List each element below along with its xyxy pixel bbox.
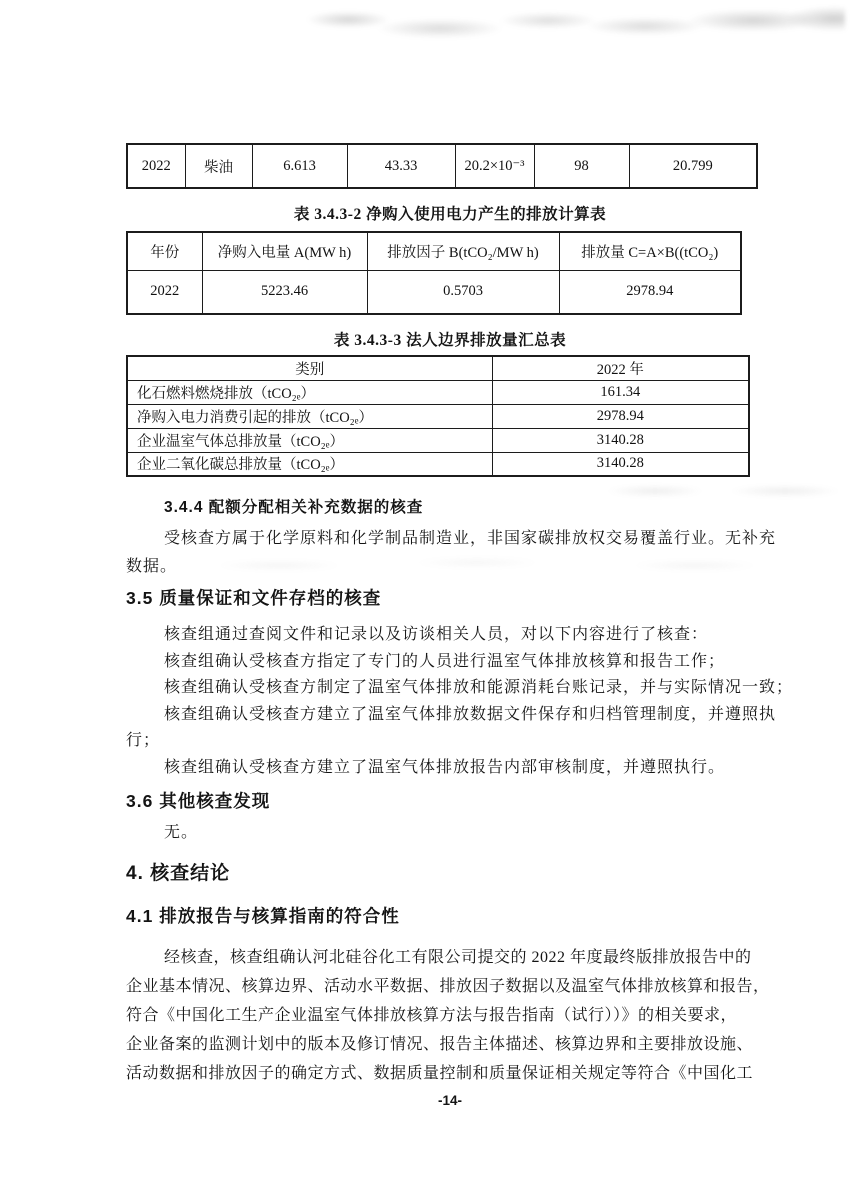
table-header-row: [127, 356, 749, 380]
header-year-2022: 2022 年: [492, 356, 749, 380]
table-2-title: 表 3.4.3-2 净购入使用电力产生的排放计算表: [293, 206, 607, 223]
cell-value: 3140.28: [492, 428, 749, 452]
table-row: [127, 270, 741, 314]
page-number: -14-: [437, 1093, 462, 1108]
paragraph-line: 核查组确认受核查方建立了温室气体排放报告内部审核制度，并遵照执行。: [164, 758, 726, 776]
header-emission-factor: 排放因子 B(tCO₂/MW h): [367, 232, 559, 270]
cell-value: 2978.94: [492, 404, 749, 428]
table-row: [127, 428, 749, 452]
cell-emission-factor: 0.5703: [367, 270, 559, 314]
section-36-body: 无。: [164, 824, 199, 841]
cell-category: 化石燃料燃烧排放（tCO₂ₑ）: [127, 380, 492, 404]
section-41-heading: 4.1 排放报告与核算指南的符合性: [126, 906, 400, 926]
paragraph-line: 符合《中国化工生产企业温室气体排放核算方法与报告指南（试行））》的相关要求，: [126, 1007, 738, 1024]
paragraph-line: 企业备案的监测计划中的版本及修订情况、报告主体描述、核算边界和主要排放设施、: [126, 1036, 754, 1053]
paragraph-line: 经核查，核查组确认河北硅谷化工有限公司提交的 2022 年度最终版排放报告中的: [164, 949, 752, 966]
section-41-paragraph: [126, 943, 774, 1088]
paragraph-line: 核查组确认受核查方制定了温室气体排放和能源消耗台账记录，并与实际情况一致；: [164, 679, 794, 696]
table-row: [127, 404, 749, 428]
cell-consumption: 6.613: [252, 144, 347, 188]
cell-heat-value: 43.33: [347, 144, 455, 188]
cell-category: 净购入电力消费引起的排放（tCO₂ₑ）: [127, 404, 492, 428]
cell-carbon-content: 20.2×10⁻³: [455, 144, 534, 188]
paragraph-line: 行；: [126, 732, 161, 749]
header-year: 年份: [127, 232, 202, 270]
table-3-title: 表 3.4.3-3 法人边界排放量汇总表: [333, 332, 567, 349]
cell-purchased-electricity: 5223.46: [202, 270, 367, 314]
boundary-emission-summary-table: [126, 355, 750, 477]
cell-value: 161.34: [492, 380, 749, 404]
page-content: [126, 0, 794, 1108]
table-row: [127, 380, 749, 404]
cell-fuel-type: 柴油: [185, 144, 252, 188]
cell-oxidation-rate: 98: [534, 144, 629, 188]
paragraph-line: 核查组通过查阅文件和记录以及访谈相关人员，对以下内容进行了核查：: [164, 626, 709, 643]
section-344-heading: 3.4.4 配额分配相关补充数据的核查: [164, 499, 424, 516]
section-35-paragraph: [126, 622, 794, 781]
cell-value: 3140.28: [492, 452, 749, 476]
table-header-row: [127, 232, 741, 270]
table-row: [127, 144, 757, 188]
header-purchased-electricity: 净购入电量 A(MW h): [202, 232, 367, 270]
section-344-paragraph: [126, 525, 777, 581]
table-row: [127, 452, 749, 476]
paragraph-line: 受核查方属于化学原料和化学制品制造业，非国家碳排放权交易覆盖行业。无补充: [164, 530, 777, 547]
cell-emission-amount: 2978.94: [559, 270, 741, 314]
section-36-heading: 3.6 其他核查发现: [126, 791, 271, 811]
paragraph-line: 核查组确认受核查方建立了温室气体排放数据文件保存和归档管理制度，并遵照执: [164, 705, 777, 723]
cell-year: 2022: [127, 270, 202, 314]
cell-category: 企业温室气体总排放量（tCO₂ₑ）: [127, 428, 492, 452]
paragraph-line: 活动数据和排放因子的确定方式、数据质量控制和质量保证相关规定等符合《中国化工: [126, 1065, 754, 1082]
paragraph-line: 企业基本情况、核算边界、活动水平数据、排放因子数据以及温室气体排放核算和报告，: [126, 978, 770, 995]
section-35-heading: 3.5 质量保证和文件存档的核查: [126, 588, 382, 608]
cell-emission: 20.799: [629, 144, 757, 188]
chapter-4-heading: 4. 核查结论: [126, 863, 231, 884]
header-category: 类别: [127, 356, 492, 380]
cell-year: 2022: [127, 144, 185, 188]
paragraph-line: 核查组确认受核查方指定了专门的人员进行温室气体排放核算和报告工作；: [164, 652, 726, 670]
cell-category: 企业二氧化碳总排放量（tCO₂ₑ）: [127, 452, 492, 476]
fuel-emission-table-continuation: [126, 143, 758, 189]
paragraph-line: 数据。: [126, 558, 178, 575]
header-emission-amount: 排放量 C=A×B((tCO₂): [559, 232, 741, 270]
electricity-emission-table: [126, 231, 742, 315]
